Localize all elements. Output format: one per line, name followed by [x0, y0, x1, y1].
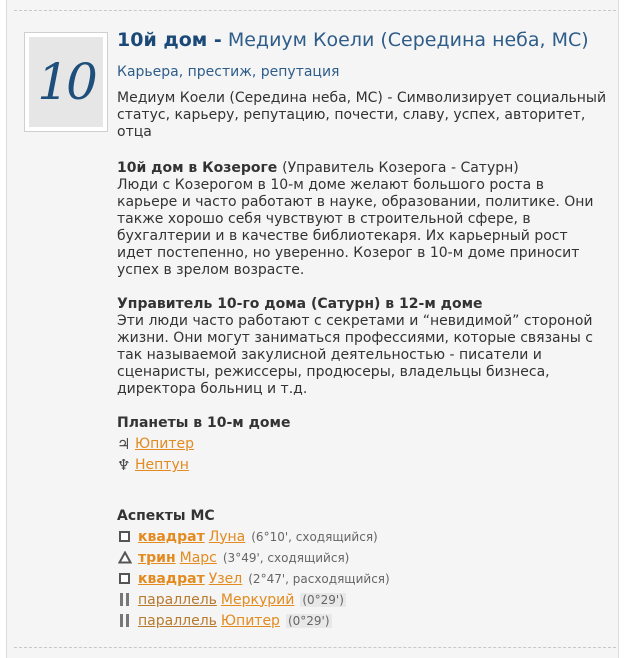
house-summary: Медиум Коели (Середина неба, МС) - Символизирует социальный статус, карьеру, репутацию, почести, славу, успех, авторитет, отца [117, 90, 607, 140]
aspects-section [117, 508, 607, 631]
aspect-planet-link[interactable]: Марс [179, 549, 217, 566]
house-number-icon [24, 32, 108, 132]
list-item [117, 610, 607, 631]
aspect-detail: (0°29') [302, 592, 344, 607]
list-item [117, 434, 607, 455]
sign-section [117, 160, 607, 279]
aspect-type-link[interactable]: квадрат [138, 528, 205, 545]
list-item [117, 568, 607, 589]
aspect-detail: (3°49', сходящийся) [222, 550, 350, 565]
planet-list [117, 434, 607, 476]
ruler-section [117, 296, 607, 398]
aspects-section-title: Аспекты МС [117, 508, 215, 524]
aspect-detail: (0°29') [287, 613, 330, 628]
house-keywords: Карьера, престиж, репутация [117, 64, 340, 80]
aspect-planet-link[interactable]: Меркурий [220, 591, 295, 608]
list-item [117, 589, 607, 610]
house-number: 10 [37, 53, 95, 111]
planet-link-jupiter[interactable]: Юпитер [135, 436, 195, 452]
bottom-divider [14, 647, 616, 648]
aspect-type-link[interactable]: параллель [138, 612, 217, 629]
trine-aspect-icon [117, 550, 132, 565]
parallel-aspect-icon [117, 592, 132, 607]
aspect-planet-link[interactable]: Юпитер [220, 612, 280, 629]
parallel-aspect-icon [117, 613, 132, 628]
aspect-list [117, 526, 607, 631]
planets-section-title: Планеты в 10-м доме [117, 415, 291, 431]
square-aspect-icon [117, 529, 132, 544]
jupiter-icon: ♃ [117, 435, 131, 453]
list-item [117, 526, 607, 547]
page-title [117, 27, 607, 53]
aspect-type-link[interactable]: параллель [138, 591, 217, 608]
list-item [117, 547, 607, 568]
sign-section-note: (Управитель Козерога - Сатурн) [282, 160, 519, 176]
aspect-type-link[interactable]: трин [138, 549, 176, 566]
aspect-detail: (6°10', сходящийся) [251, 529, 378, 544]
sign-section-title: 10й дом в Козероге [117, 160, 278, 176]
ruler-section-title: Управитель 10-го дома (Сатурн) в 12-м доме [117, 296, 483, 312]
planets-section [117, 415, 607, 476]
aspect-planet-link[interactable]: Луна [208, 528, 246, 545]
house-description [117, 27, 607, 631]
list-item [117, 455, 607, 476]
ruler-section-text: Эти люди часто работают с секретами и “невидимой” стороной жизни. Они могут заниматься профессиями, которые связаны с так называемой закулисной деятельностью - писатели и сценаристы, режиссеры, продюсеры, владельцы бизнеса, директора больниц и т.д. [117, 313, 593, 397]
planet-link-neptune[interactable]: Нептун [135, 457, 189, 473]
sign-section-text: Люди с Козерогом в 10-м доме желают большого роста в карьере и часто работают в науке, образовании, политике. Они также хорошо себя чувствуют в строительной сфере, в бухгалтерии и в качестве библиотекаря. Их карьерный рост идет постепенно, но уверенно. Козерог в 10-м доме приносит успех в зрелом возрасте. [117, 177, 594, 278]
aspect-type-link[interactable]: квадрат [138, 570, 205, 587]
aspect-planet-link[interactable]: Узел [208, 570, 243, 587]
title-house: 10й дом - [117, 29, 222, 51]
neptune-icon: ♆ [117, 456, 131, 474]
top-divider [14, 10, 616, 11]
aspect-detail: (2°47', расходящийся) [248, 571, 390, 586]
square-aspect-icon [117, 571, 132, 586]
title-name: Медиум Коели (Середина неба, МС) [227, 29, 589, 51]
